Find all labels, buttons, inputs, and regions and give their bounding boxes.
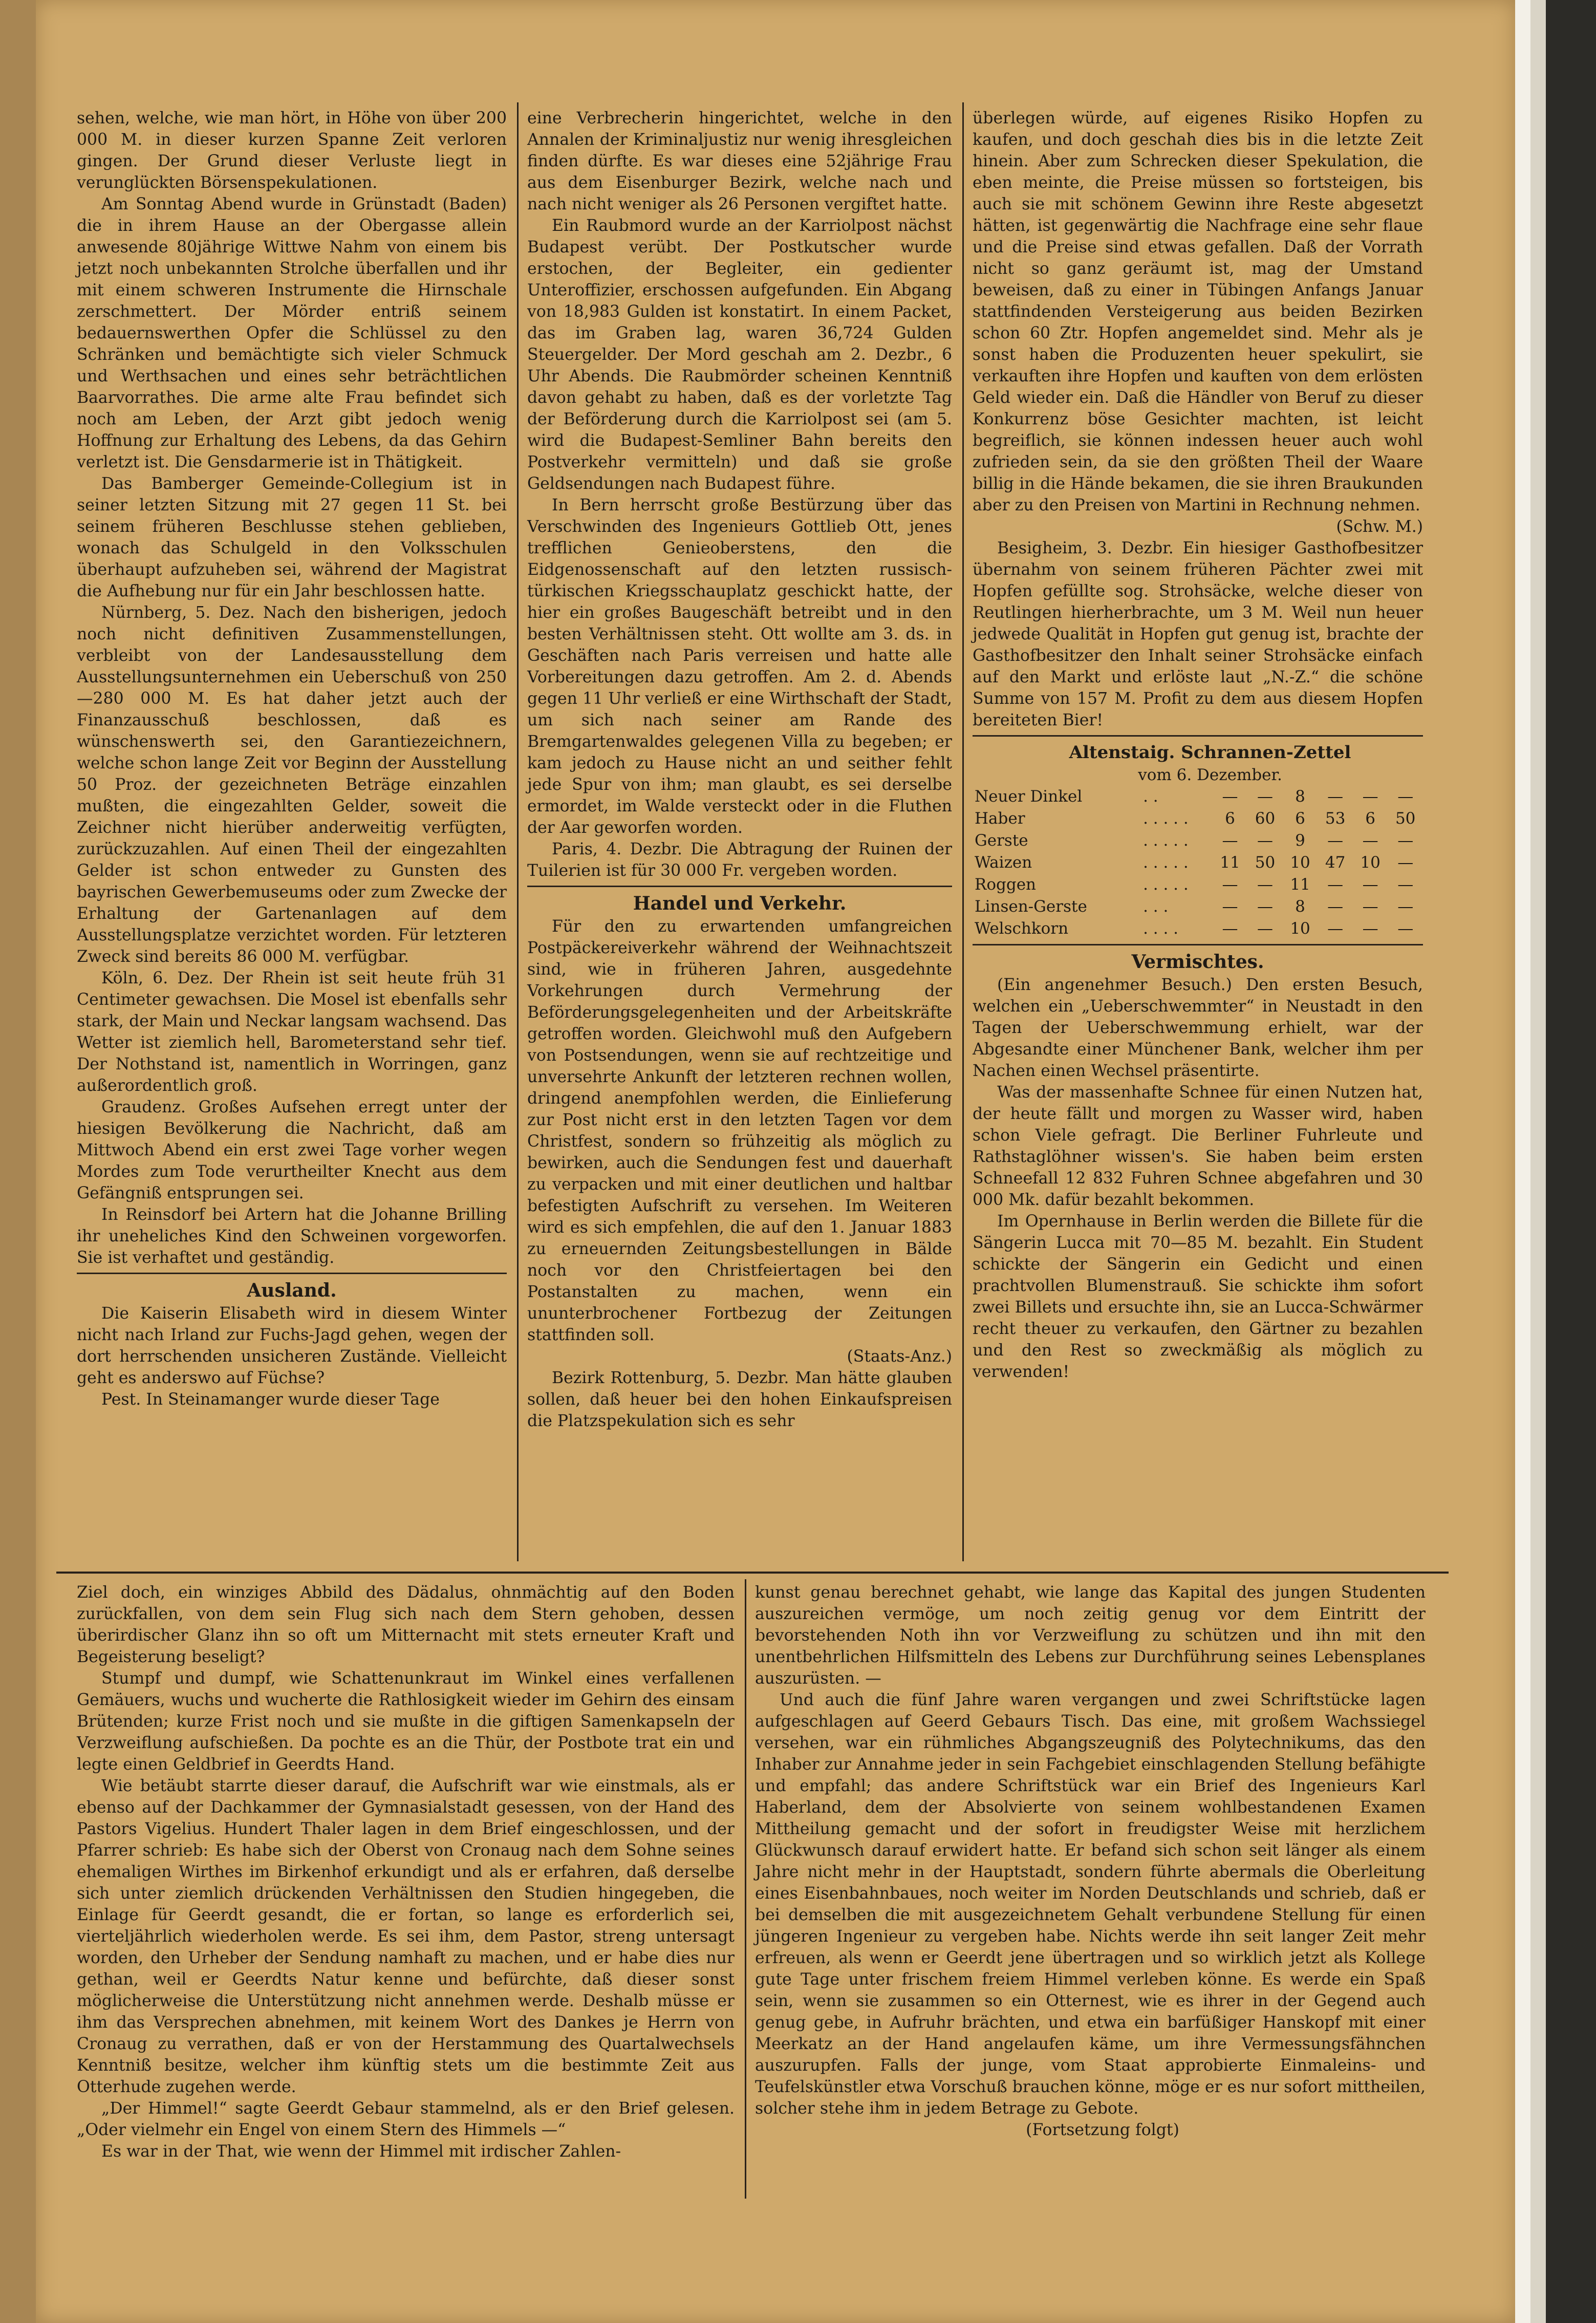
commodity-name: Welschkorn [975, 919, 1069, 938]
price-low-pfennig: — [1397, 875, 1414, 894]
column-1 [77, 107, 507, 1410]
section-rule [973, 944, 1423, 945]
market-row [973, 918, 1423, 940]
leader-dots: . . . . . [1143, 831, 1189, 850]
price-low-mark: — [1362, 897, 1378, 916]
section-heading-ausland: Ausland. [247, 1280, 337, 1301]
price-mid-mark: 9 [1295, 831, 1305, 850]
section-rule [77, 1273, 507, 1274]
price-mid-mark: 6 [1295, 809, 1305, 828]
article-paragraph: Ein Raubmord wurde an der Karriolpost nächst Budapest verübt. Der Postkutscher wurde erstochen, der Begleiter, ein gedienter Unteroffizier, erschossen aufgefunden. Ein Abgang von 18,983 Gulden ist konstatirt. In einem Packet, das im Graben lag, waren 36,724 Gulden Steuergelder. Der Mord geschah am 2. Dezbr., 6 Uhr Abends. Die Raubmörder scheinen Kenntniß davon gehabt zu haben, daß es der vorletzte Tag der Beförderung durch die Karriolpost sei (am 5. wird die Budapest-Semliner Bahn bereits den Postverkehr vermitteln) und daß sie große Geldsendungen nach Budapest führe. [527, 217, 952, 493]
price-low-pfennig: — [1397, 919, 1414, 938]
column-2 [527, 107, 952, 1432]
story-paragraph: kunst genau berechnet gehabt, wie lange das Kapital des jungen Studenten auszureichen vermöge, um noch zeitig genug vor dem Eintritt der bevorstehenden Noth ihn vor Verzweiflung zu schützen und ihn mit den unentbehrlichen Hilfsmitteln des Lebens zur Durchführung seines Lebensplanes auszurüsten. — [755, 1583, 1426, 1688]
market-price-table [973, 786, 1423, 940]
market-row [973, 852, 1423, 874]
article-paragraph: Graudenz. Großes Aufsehen erregt unter der hiesigen Bevölkerung die Nachricht, daß am Mittwoch Abend ein erst zwei Tage vorher wegen Mordes zum Tode verurtheilter Knecht aus dem Gefängniß entsprungen sei. [77, 1098, 507, 1202]
market-row [973, 830, 1423, 852]
price-low-mark: — [1362, 831, 1378, 850]
source-signature: (Staats-Anz.) [847, 1347, 952, 1366]
price-low-pfennig: 50 [1395, 809, 1416, 828]
leader-dots: . . [1143, 787, 1158, 806]
price-high-mark: 6 [1225, 809, 1235, 828]
page-left-margin [0, 0, 36, 2323]
price-high-pfennig: — [1257, 875, 1274, 894]
column-divider-2 [962, 102, 964, 1561]
column-divider-1 [517, 102, 519, 1561]
source-signature: (Schw. M.) [1336, 518, 1423, 536]
price-mid-mark: 10 [1290, 919, 1310, 938]
price-low-pfennig: — [1397, 897, 1414, 916]
price-low-pfennig: — [1397, 831, 1414, 850]
commodity-name: Neuer Dinkel [975, 787, 1083, 806]
story-paragraph: Ziel doch, ein winziges Abbild des Dädalus, ohnmächtig auf den Boden zurückfallen, von dem sein Flug sich nach dem Stern gehoben, dessen überirdischer Glanz ihn so oft um Mitternacht mit stets erneuter Kraft und Begeisterung beseligt? [77, 1583, 735, 1666]
price-high-pfennig: — [1257, 919, 1274, 938]
price-low-mark: — [1362, 875, 1378, 894]
commodity-name: Roggen [975, 875, 1037, 894]
price-high-mark: — [1222, 897, 1238, 916]
continuation-note: (Fortsetzung folgt) [1026, 2121, 1179, 2139]
price-low-mark: 10 [1360, 853, 1381, 872]
price-high-pfennig: — [1257, 897, 1274, 916]
article-paragraph: Besigheim, 3. Dezbr. Ein hiesiger Gasthofbesitzer übernahm von seinem früheren Pächter zwei mit Hopfen gefüllte sog. Strohsäcke, welche dieser von Reutlingen hierherbrachte, um 3 M. Weil nun heuer jedwede Qualität in Hopfen gut genug ist, brachte der Gasthofbesitzer den Inhalt seiner Strohsäcke einfach auf den Markt und erlöste laut „N.-Z.“ die schöne Summe von 157 M. Profit zu dem aus diesem Hopfen bereiteten Bier! [973, 539, 1423, 729]
article-paragraph: Paris, 4. Dezbr. Die Abtragung der Ruinen der Tuilerien ist für 30 000 Fr. vergeben worden. [527, 840, 952, 880]
article-paragraph: Nürnberg, 5. Dez. Nach den bisherigen, jedoch noch nicht definitiven Zusammenstellungen, verbleibt von der Landesausstellung dem Ausstellungsunternehmen ein Ueberschuß von 250—280 000 M. Es hat daher jetzt auch der Finanzausschuß beschlossen, daß es wünschenswerth sei, den Garantiezeichnern, welche schon lange Zeit vor Beginn der Ausstellung 50 Proz. der gezeichneten Beträge einzahlen mußten, die eingezahlten Gelder, soweit die Zeichner nicht hierüber anderweitig verfügten, zurückzuzahlen. Auf einen Theil der eingezahlten Gelder ist schon entweder zu Gunsten des bayrischen Gewerbemuseums oder zum Zwecke der Erhaltung der Gartenanlagen auf dem Ausstellungsplatze verzichtet worden. Für letzteren Zweck sind bereits 86 000 M. verfügbar. [77, 604, 507, 966]
article-paragraph: Am Sonntag Abend wurde in Grünstadt (Baden) die in ihrem Hause an der Obergasse allein anwesende 80jährige Wittwe Nahm von einem bis jetzt noch unbekannten Strolche überfallen und ihr mit einem schweren Instrumente die Hirnschale zerschmettert. Der Mörder entriß seinem bedauernswerthen Opfer die Schlüssel zu den Schränken und bemächtigte sich vieler Schmuck und Werthsachen und eines sehr beträchtlichen Baarvorrathes. Die arme alte Frau befindet sich noch am Leben, der Arzt gibt jedoch wenig Hoffnung zur Erhaltung des Lebens, da das Gehirn verletzt ist. Die Gensdarmerie ist in Thätigkeit. [77, 195, 507, 471]
price-mid-mark: 10 [1290, 853, 1310, 872]
leader-dots: . . . . . [1143, 853, 1189, 872]
price-high-pfennig: 50 [1255, 853, 1276, 872]
price-mid-mark: 8 [1295, 787, 1305, 806]
story-paragraph: „Der Himmel!“ sagte Geerdt Gebaur stammelnd, als er den Brief gelesen. „Oder vielmehr ein Engel von einem Stern des Himmels —“ [77, 2099, 735, 2139]
article-paragraph: Für den zu erwartenden umfangreichen Postpäckereiverkehr während der Weihnachtszeit sind, wie in früheren Jahren, ausgedehnte Vorkehrungen durch Vermehrung der Beförderungsgelegenheiten und der Arbeitskräfte getroffen worden. Gleichwohl muß den Aufgebern von Postsendungen, wenn sie auf rechtzeitige und unversehrte Ankunft der letzteren rechnen wollen, dringend anempfohlen werden, die Einlieferung zur Post nicht erst in den letzten Tagen vor dem Christfest, sondern so frühzeitig als möglich zu bewirken, auch die Sendungen fest und dauerhaft zu verpacken und mit einer deutlichen und haltbar befestigten Aufschrift zu versehen. Im Weiteren wird es sich empfehlen, die auf den 1. Januar 1883 zu erneuernden Zeitungsbestellungen in Bälde noch vor den Christfeiertagen bei den Postanstalten zu machen, wenn ein ununterbrochener Fortbezug der Zeitungen stattfinden soll. [527, 917, 952, 1344]
market-row [973, 896, 1423, 918]
leader-dots: . . . . [1143, 919, 1179, 938]
section-rule [973, 735, 1423, 737]
article-paragraph: eine Verbrecherin hingerichtet, welche in den Annalen der Kriminaljustiz nur wenig ihresgleichen finden dürfte. Es war dieses eine 52jährige Frau aus dem Eisenburger Bezirk, welche nach und nach nicht weniger als 26 Personen vergiftet hatte. [527, 109, 952, 213]
price-low-mark: 6 [1365, 809, 1375, 828]
price-high-pfennig: — [1257, 787, 1274, 806]
section-rule [527, 886, 952, 887]
leader-dots: . . . . . [1143, 875, 1189, 894]
price-mid-pfennig: — [1327, 919, 1344, 938]
leader-dots: . . . [1143, 897, 1169, 916]
price-high-mark: — [1222, 831, 1238, 850]
section-heading-handel: Handel und Verkehr. [633, 893, 847, 914]
article-paragraph: Köln, 6. Dez. Der Rhein ist seit heute früh 31 Centimeter gewachsen. Die Mosel ist ebenfalls sehr stark, der Main und Neckar langsam wachsend. Das Wetter ist ziemlich hell, Barometerstand sehr tief. Der Nothstand ist, namentlich in Worringen, ganz außerordentlich groß. [77, 969, 507, 1095]
feuilleton-right-column [755, 1582, 1426, 2141]
price-high-mark: — [1222, 787, 1238, 806]
story-paragraph: Wie betäubt starrte dieser darauf, die Aufschrift war wie einstmals, als er ebenso auf der Dachkammer der Gymnasialstadt gesessen, von der Hand des Pastors Vigelius. Hundert Thaler lagen in dem Brief eingeschlossen, und der Pfarrer schrieb: Es habe sich der Oberst von Cronaug nach dem Sohne seines ehemaligen Wirthes im Birkenhof erkundigt und als er erfahren, daß derselbe sich unter ziemlich drückenden Verhältnissen den Studien hingegeben, die Einlage für Geerdt gesandt, die er fortan, so lange es erforderlich sei, vierteljährlich wiederholen werde. Es sei ihm, dem Pastor, streng untersagt worden, den Urheber der Sendung namhaft zu machen, und er habe dies nur gethan, weil er Geerdts Natur kenne und befürchte, daß dieser sonst möglicherweise die Unterstützung nicht annehmen werde. Deshalb müsse er ihm das Versprechen abnehmen, mit keinem Wort des Dankes je Herrn von Cronaug zu verrathen, daß er von der Herstammung des Quartalwechsels Kenntniß besitze, welcher ihm künftig stets um die bestimmte Zeit aus Otterhude zugehen werde. [77, 1777, 735, 2096]
market-row [973, 808, 1423, 830]
story-paragraph: Stumpf und dumpf, wie Schattenunkraut im Winkel eines verfallenen Gemäuers, wuchs und wucherte die Rathlosigkeit wieder im Gehirn des einsam Brütenden; kurze Frist noch und sie mußte in die giftigen Samenkapseln der Verzweiflung aufschießen. Da pochte es an die Thür, der Postbote trat ein und legte einen Geldbrief in Geerdts Hand. [77, 1669, 735, 1774]
price-mid-mark: 8 [1295, 897, 1305, 916]
price-high-pfennig: — [1257, 831, 1274, 850]
price-high-mark: 11 [1220, 853, 1240, 872]
commodity-name: Linsen-Gerste [975, 897, 1087, 916]
article-paragraph: überlegen würde, auf eigenes Risiko Hopfen zu kaufen, und doch geschah dies bis in die letzte Zeit hinein. Aber zum Schrecken dieser Spekulation, die eben meinte, die Preise müssen so fortsteigen, bis auch sie mit schönem Gewinn ihre Reste abgesetzt hätten, ist gegenwärtig die Nachfrage eine sehr flaue und die Preise sind etwas gefallen. Daß der Vorrath nicht so ganz geräumt ist, mag der Umstand beweisen, daß zu einer in Tübingen Anfangs Januar stattfindenden Versteigerung aus beiden Bezirken schon 60 Ztr. Hopfen angemeldet sind. Mehr als je sonst haben die Produzenten heuer spekulirt, sie verkauften ihre Hopfen und kauften von dem erlösten Geld wieder ein. Daß die Händler von Beruf zu dieser Konkurrenz böse Gesichter machten, ist leicht begreiflich, sie können indessen heuer auch wohl zufrieden sein, da sie den größten Theil der Waare billig in die Hände bekamen, die sie ihren Braukunden aber zu den Preisen von Martini in Rechnung nehmen. [973, 109, 1423, 514]
commodity-name: Haber [975, 809, 1025, 828]
article-paragraph: Pest. In Steinamanger wurde dieser Tage [101, 1390, 440, 1409]
price-mid-pfennig: 47 [1325, 853, 1346, 872]
article-paragraph: (Ein angenehmer Besuch.) Den ersten Besuch, welchen ein „Ueberschwemmter“ in Neustadt in den Tagen der Ueberschwemmung erhielt, war der Abgesandte einer Münchener Bank, welcher ihm per Nachen einen Wechsel präsentirte. [973, 976, 1423, 1080]
market-report-date: vom 6. Dezember. [1138, 766, 1282, 784]
price-mid-mark: 11 [1290, 875, 1310, 894]
article-paragraph: In Bern herrscht große Bestürzung über das Verschwinden des Ingenieurs Gottlieb Ott, jenes trefflichen Genieoberstens, den die Eidgenossenschaft auf den letzten russisch-türkischen Kriegsschauplatz geschickt hatte, der hier ein großes Baugeschäft betreibt und in den besten Verhältnissen steht. Ott wollte am 3. ds. in Geschäften nach Paris verreisen und hatte alle Vorbereitungen dazu getroffen. Am 2. d. Abends gegen 11 Uhr verließ er eine Wirthschaft der Stadt, um sich nach seiner am Rande des Bremgartenwaldes gelegenen Villa zu begeben; er kam jedoch zu Hause nicht an und seither fehlt jede Spur von ihm; man glaubt, es sei derselbe ermordet, im Walde versteckt oder in die Fluthen der Aar geworfen worden. [527, 496, 952, 837]
price-low-mark: — [1362, 919, 1378, 938]
article-paragraph: sehen, welche, wie man hört, in Höhe von über 200 000 M. in dieser kurzen Spanne Zeit verloren gingen. Der Grund dieser Verluste liegt in verunglückten Börsenspekulationen. [77, 109, 507, 192]
article-paragraph: Das Bamberger Gemeinde-Collegium ist in seiner letzten Sitzung mit 27 gegen 11 St. bei seinem früheren Beschlusse stehen geblieben, wonach das Schulgeld in den Volksschulen überhaupt aufzuheben sei, während der Magistrat die Aufhebung nur für ein Jahr beschlossen hatte. [77, 475, 507, 600]
section-heading-vermischtes: Vermischtes. [1131, 951, 1264, 973]
article-paragraph: Die Kaiserin Elisabeth wird in diesem Winter nicht nach Irland zur Fuchs-Jagd gehen, wegen der dort herrschenden unsicheren Zustände. Vielleicht geht es anderswo auf Füchse? [77, 1304, 507, 1387]
commodity-name: Waizen [975, 853, 1032, 872]
market-row [973, 874, 1423, 896]
story-paragraph: Und auch die fünf Jahre waren vergangen und zwei Schriftstücke lagen aufgeschlagen auf Geerd Gebaurs Tisch. Das eine, mit großem Wachssiegel versehen, war ein rühmliches Abgangszeugniß des Polytechnikums, das den Inhaber zur Annahme jeder in sein Fachgebiet einschlagenden Stellung befähigte und empfahl; das andere Schriftstück war ein Brief des Ingenieurs Karl Haberland, dem der Absolvierte von seinem wohlbestandenen Examen Mittheilung gemacht und der sofort in freudigster Weise mit herzlichem Glückwunsch darauf erwidert hatte. Er befand sich schon seit länger als einem Jahre nicht mehr in der Hauptstadt, sondern führte abermals die Oberleitung eines Eisenbahnbaues, noch weiter im Norden Deutschlands und schrieb, daß er bei demselben die mit ausgezeichnetem Gehalt verbundene Stellung für einen jüngeren Ingenieur zu vergeben habe. Nichts werde ihn seit langer Zeit mehr erfreuen, als wenn er Geerdt jene übertragen und so wirklich jetzt als Kollege gute Tage unter frischem freiem Himmel verleben könne. Es werde ein Spaß sein, wenn sie zusammen so ein Otternest, wie es ihrer in der Gegend auch genug gebe, in Aufruhr brächten, und etwa ein barfüßiger Hanskopf mit einer Meerkatz an der Hand angelaufen käme, um ihre Vermessungsfähnchen auszurupfen. Falls der junge, vom Staat approbierte Einmaleins- und Teufelskünstler etwa Vorschuß brauchen könne, möge er es nur sofort mittheilen, solcher stehe ihm in jedem Betrage zu Gebote. [755, 1691, 1426, 2118]
column-3 [973, 107, 1423, 1383]
price-low-pfennig: — [1397, 787, 1414, 806]
leader-dots: . . . . . [1143, 809, 1189, 828]
price-low-pfennig: — [1397, 853, 1414, 872]
price-mid-pfennig: — [1327, 875, 1344, 894]
price-mid-pfennig: — [1327, 897, 1344, 916]
price-low-mark: — [1362, 787, 1378, 806]
story-paragraph: Es war in der That, wie wenn der Himmel mit irdischer Zahlen- [101, 2142, 621, 2161]
feuilleton-left-column [77, 1582, 735, 2162]
market-row [973, 786, 1423, 808]
commodity-name: Gerste [975, 831, 1028, 850]
article-paragraph: Im Opernhause in Berlin werden die Billete für die Sängerin Lucca mit 70—85 M. bezahlt. Ein Student schickte der Sängerin ein Gedicht und einen prachtvollen Blumenstrauß. Sie schickte ihm sofort zwei Billets und ersuchte ihn, sie an Lucca-Schwärmer recht theuer zu verkaufen, den Gärtner zu bezahlen und den Rest so zweckmäßig als möglich zu verwenden! [973, 1212, 1423, 1381]
book-binding-edge [1515, 0, 1596, 2323]
price-high-pfennig: 60 [1255, 809, 1276, 828]
feuilleton-column-divider [745, 1579, 746, 2199]
article-paragraph: Bezirk Rottenburg, 5. Dezbr. Man hätte glauben sollen, daß heuer bei den hohen Einkaufspreisen die Platzspekulation sich es sehr [527, 1369, 952, 1430]
feuilleton-divider [56, 1572, 1449, 1574]
market-report-title: Altenstaig. Schrannen-Zettel [1069, 742, 1351, 763]
article-paragraph: Was der massenhafte Schnee für einen Nutzen hat, der heute fällt und morgen zu Wasser wird, haben schon Viele gefragt. Die Berliner Fuhrleute und Rathstaglöhner wissen's. Sie haben beim ersten Schneefall 12 832 Fuhren Schnee abgefahren und 30 000 Mk. dafür bezahlt bekommen. [973, 1083, 1423, 1209]
price-high-mark: — [1222, 875, 1238, 894]
price-mid-pfennig: 53 [1325, 809, 1346, 828]
article-paragraph: In Reinsdorf bei Artern hat die Johanne Brilling ihr uneheliches Kind den Schweinen vorgeworfen. Sie ist verhaftet und geständig. [77, 1206, 507, 1267]
price-high-mark: — [1222, 919, 1238, 938]
price-mid-pfennig: — [1327, 787, 1344, 806]
price-mid-pfennig: — [1327, 831, 1344, 850]
